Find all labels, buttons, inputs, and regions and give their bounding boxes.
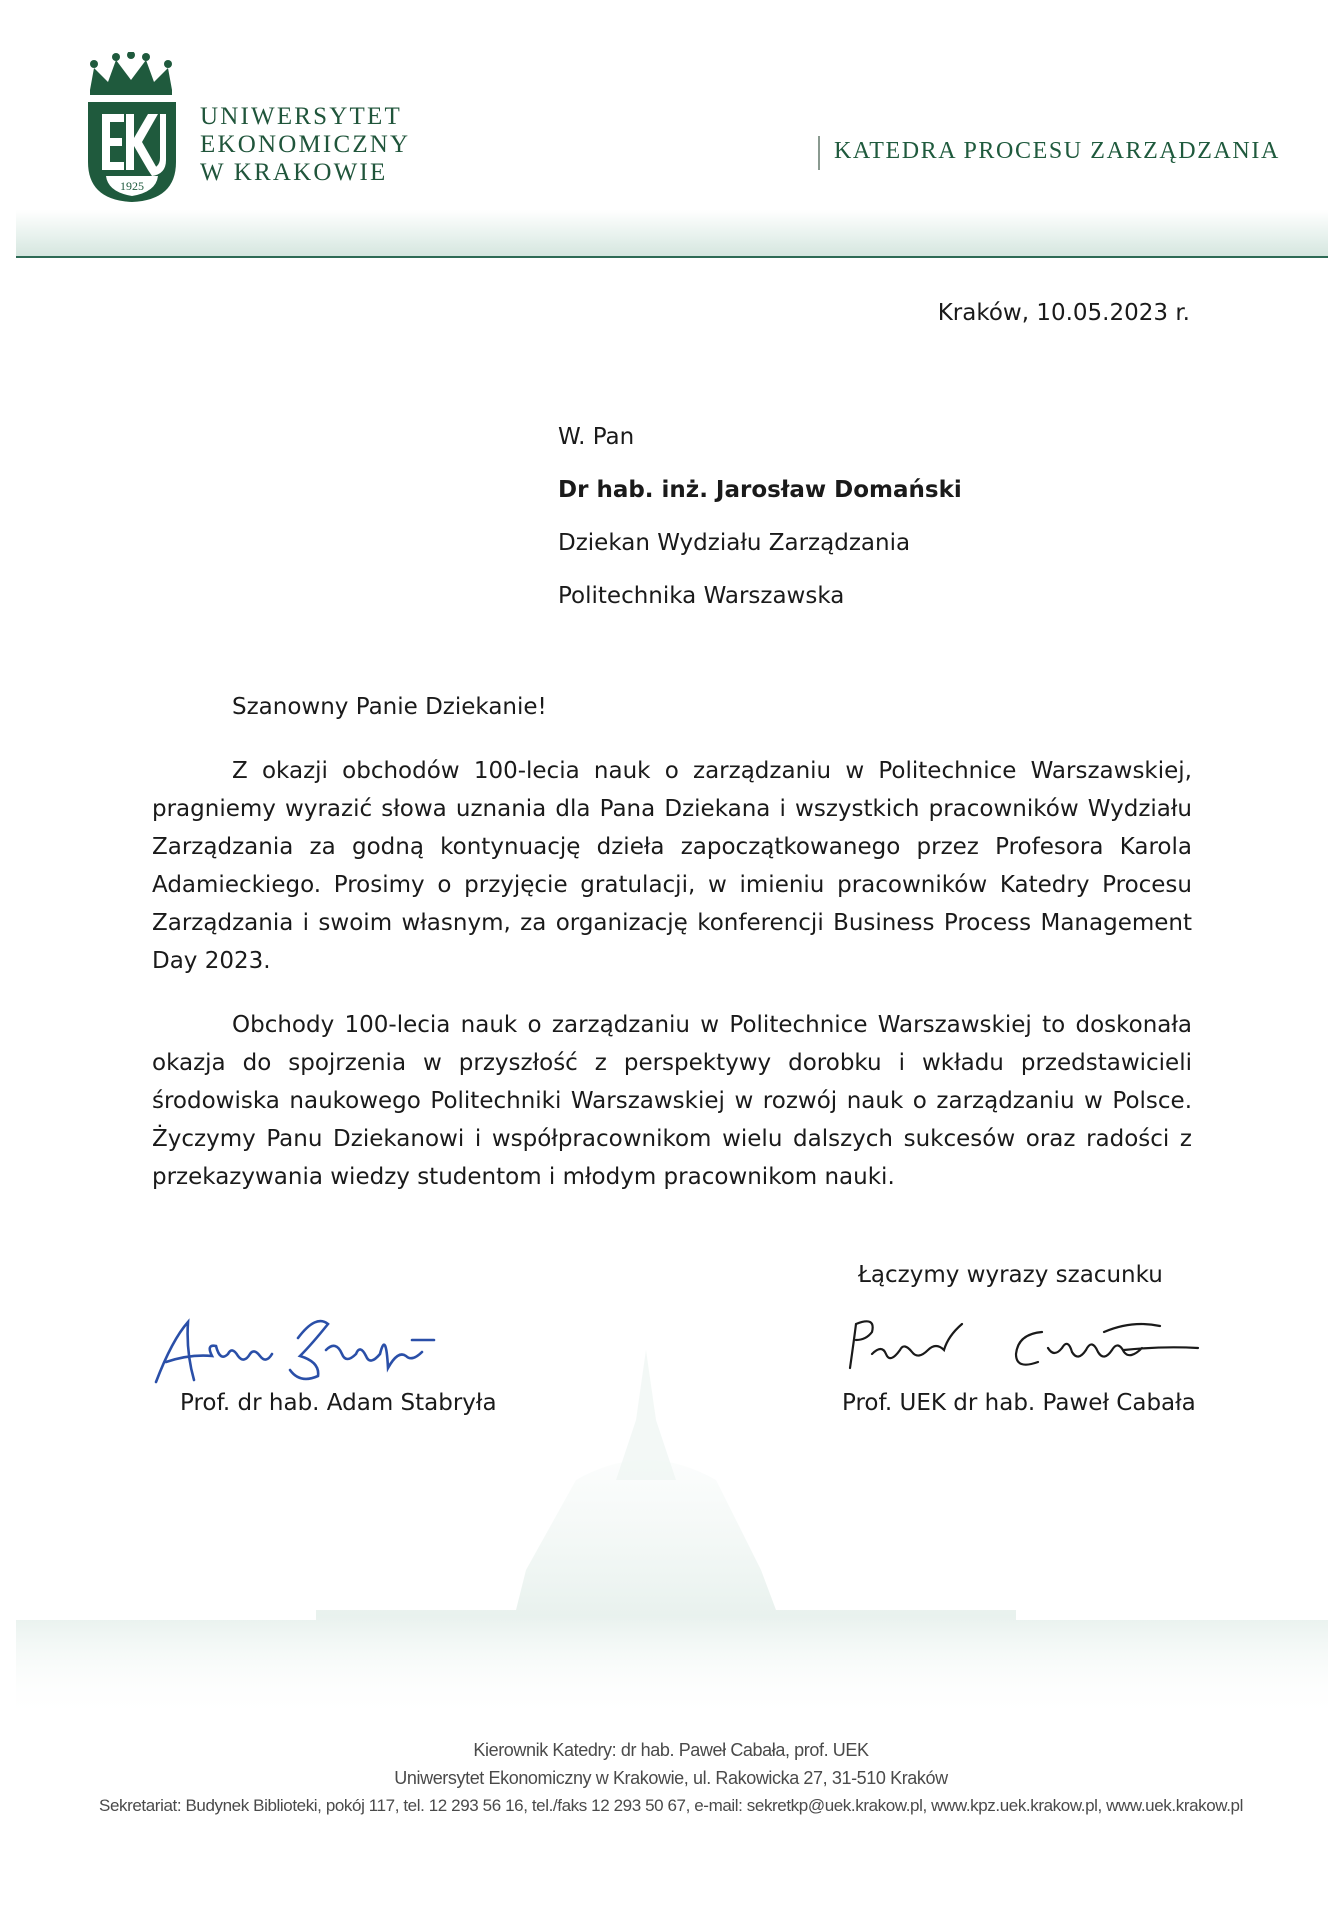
university-name (200, 103, 410, 187)
university-name-line: W KRAKOWIE (200, 159, 388, 186)
recipient-name: Dr hab. inż. Jarosław Domański (558, 477, 962, 503)
university-shield-logo (86, 100, 178, 204)
logo-year: 1925 (120, 179, 144, 193)
letter-paragraph: Obchody 100-lecia nauk o zarządzaniu w Politechnice Warszawskiej to doskonała okazja do spojrzenia w przyszłość z perspektywy dorobku i wkładu przedstawicieli środowiska naukowego Politechniki Warszawskiej w rozwój nauk o zarządzaniu w Polsce. Życzymy Panu Dziekanowi i współpracownikom wielu dalszych sukcesów oraz radości z przekazywania wiedzy studentom i młodym pracownikom nauki. (152, 1012, 1192, 1190)
letter-paragraph: Z okazji obchodów 100-lecia nauk o zarządzaniu w Politechnice Warszawskiej, pragniemy wyrazić słowa uznania dla Pana Dziekana i wszystkich pracowników Wydziału Zarządzania za godną kontynuację dzieła zapoczątkowanego przez Profesora Karola Adamieckiego. Prosimy o przyjęcie gratulacji, w imieniu pracowników Katedry Procesu Zarządzania i swoim własnym, za organizację konferencji Business Process Management Day 2023. (152, 758, 1192, 974)
footer-line: Uniwersytet Ekonomiczny w Krakowie, ul. Rakowicka 27, 31-510 Kraków (394, 1768, 948, 1788)
letter-closing: Łączymy wyrazy szacunku (858, 1262, 1163, 1288)
university-name-line: UNIWERSYTET (200, 103, 402, 130)
department-name: KATEDRA PROCESU ZARZĄDZANIA (834, 138, 1280, 164)
signatory-name: Prof. dr hab. Adam Stabryła (180, 1390, 497, 1416)
signature-cabala (842, 1310, 1202, 1380)
recipient-prefix: W. Pan (558, 424, 635, 450)
crown-icon (86, 52, 176, 96)
footer-line: Sekretariat: Budynek Biblioteki, pokój 117, tel. 12 293 56 16, tel./faks 12 293 50 67, e-mail: sekretkp@uek.krakow.pl, www.kpz.uek.krakow.pl, www.uek.krakow.pl (99, 1796, 1243, 1815)
header-rule (16, 256, 1328, 258)
header-band (16, 210, 1328, 256)
recipient-institution: Politechnika Warszawska (558, 583, 845, 609)
footer-line: Kierownik Katedry: dr hab. Paweł Cabała, prof. UEK (473, 1740, 869, 1760)
signature-stabryla (150, 1310, 440, 1390)
signatory-name: Prof. UEK dr hab. Paweł Cabała (842, 1390, 1196, 1416)
header-divider (818, 136, 820, 170)
letter-greeting: Szanowny Panie Dziekanie! (232, 694, 547, 720)
letter-date: Kraków, 10.05.2023 r. (937, 300, 1190, 326)
recipient-position: Dziekan Wydziału Zarządzania (558, 530, 911, 556)
university-name-line: EKONOMICZNY (200, 131, 411, 158)
